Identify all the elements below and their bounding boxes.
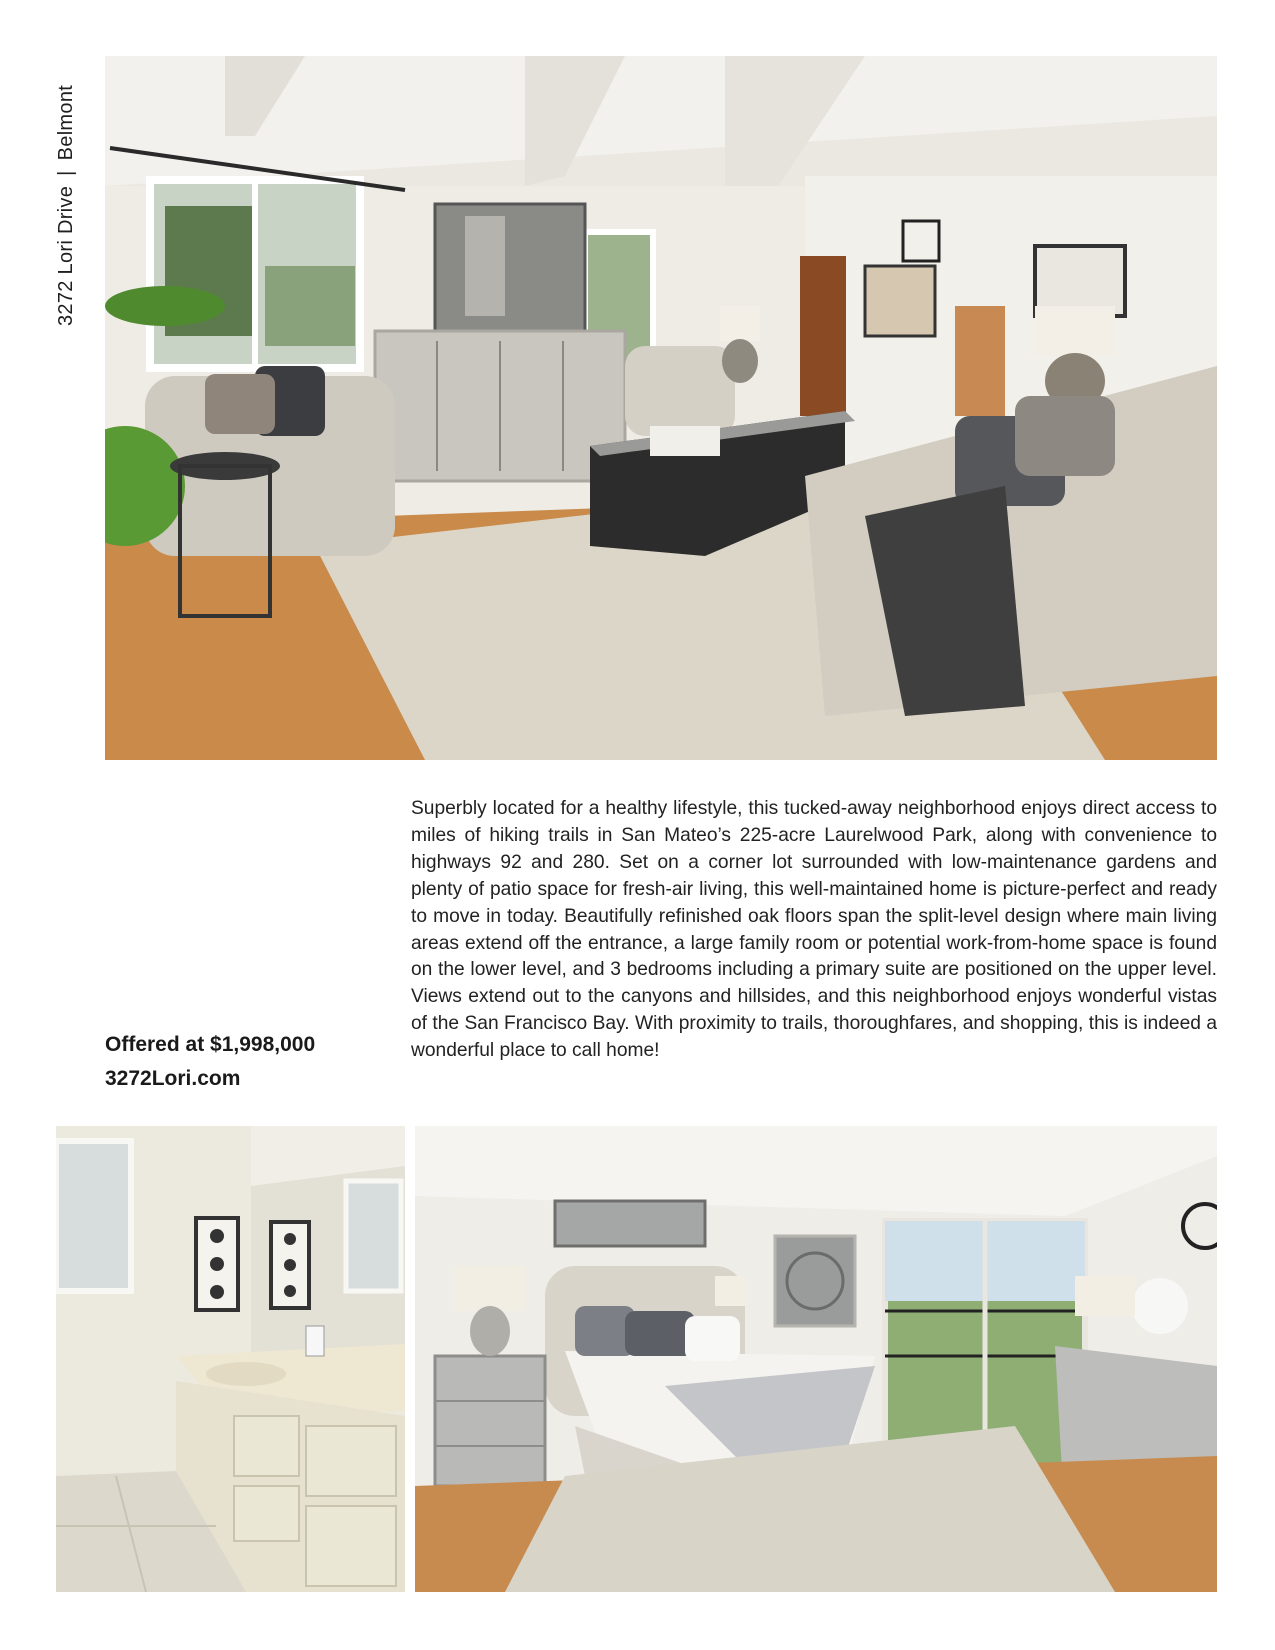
website-link[interactable]: 3272Lori.com (105, 1067, 241, 1090)
city-text: Belmont (55, 84, 77, 161)
address-text: 3272 Lori Drive (55, 185, 77, 326)
property-description: Superbly located for a healthy lifestyle, this tucked-away neighborhood enjoys direct access to miles of hiking trails in San Mateo’s 225-acre Laurelwood Park, along with convenience to highways 92 and 280. Set on a corner lot surrounded with low-maintenance gardens and plenty of patio space for fresh-air living, this well-maintained home is picture-perfect and ready to move in today. Beautifully refinished oak floors span the split-level design where main living areas extend off the entrance, a large family room or potential work-from-home space is found on the lower level, and 3 bedrooms including a primary suite are positioned on the upper level. Views extend out to the canyons and hillsides, and this neighborhood enjoys wonderful vistas of the San Francisco Bay. With proximity to trails, thoroughfares, and shopping, this is indeed a wonderful place to call home! (411, 798, 1217, 1062)
offer-block (105, 1028, 395, 1096)
offer-price: Offered at $1,998,000 (105, 1033, 316, 1056)
bedroom-photo (415, 1126, 1217, 1592)
bathroom-photo (56, 1126, 405, 1592)
side-address-label (52, 56, 80, 326)
address-separator: | (55, 170, 77, 176)
living-room-photo (105, 56, 1217, 760)
